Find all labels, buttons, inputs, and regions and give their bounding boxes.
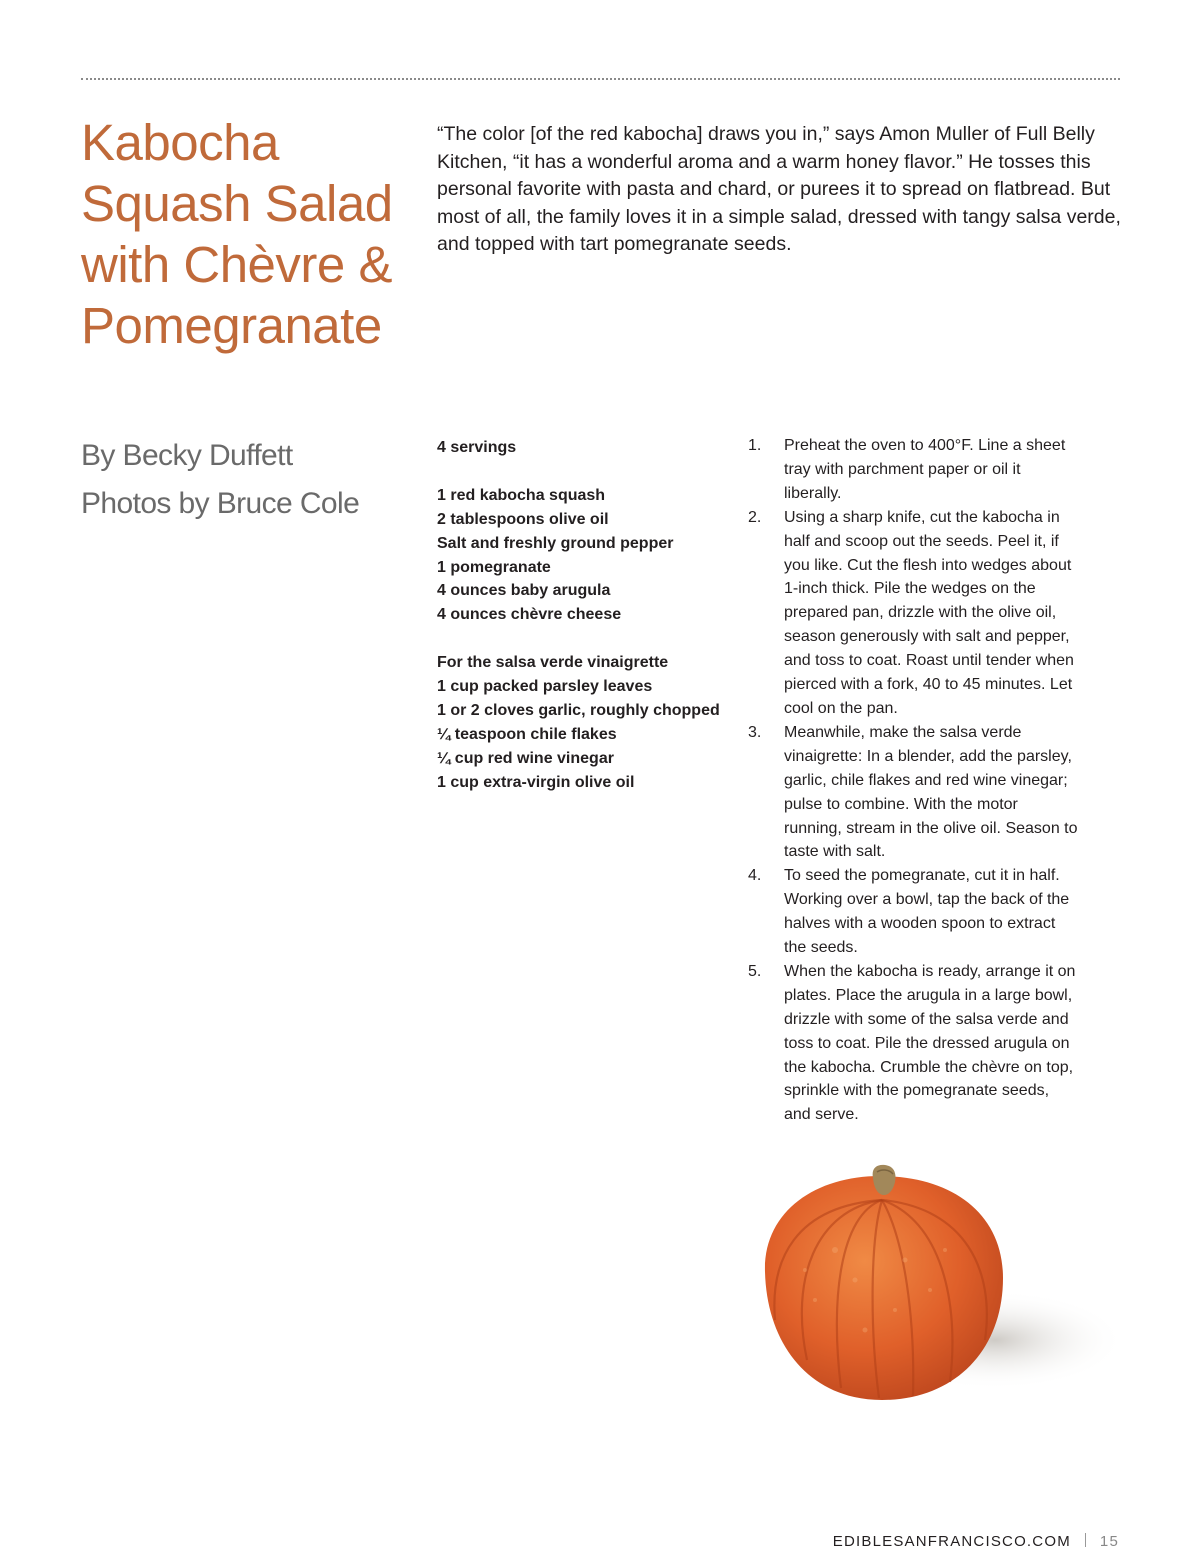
step-text-line: pulse to combine. With the motor [784,795,1018,813]
step-text-line: 1-inch thick. Pile the wedges on the [784,580,1036,598]
page-number: 15 [1099,1533,1119,1550]
step-text-line: season generously with salt and pepper, [784,628,1070,646]
step-text-line: drizzle with some of the salsa verde and [784,1010,1069,1028]
step-number: 4. [748,867,762,885]
step-text-line: liberally. [784,484,842,502]
site-url: EDIBLESANFRANCISCO.COM [832,1533,1071,1550]
step-number: 2. [748,508,762,526]
ingredient-item: 1 cup packed parsley leaves [437,678,653,696]
step-text-line: Working over a bowl, tap the back of the [784,891,1070,909]
step-text-line: and toss to coat. Roast until tender when [784,652,1074,670]
ingredient-item: 1 red kabocha squash [437,486,606,504]
step-text-line: plates. Place the arugula in a large bowl, [784,986,1073,1004]
step-text-line: the seeds. [784,939,858,957]
step-text-line: To seed the pomegranate, cut it in half. [784,867,1060,885]
footer-divider [1085,1533,1086,1547]
intro-line: personal favorite with pasta and chard, or purees it to spread on flatbread. But [437,178,1111,201]
ingredient-item: Salt and freshly ground pepper [437,534,674,552]
ingredient-list [437,436,737,795]
intro-line: most of all, the family loves it in a simple salad, dressed with tangy salsa verde, [437,205,1121,228]
kabocha-squash-photo [745,1160,1125,1440]
title-line: Kabocha [81,114,279,171]
ingredient-item: 4 ounces baby arugula [437,582,611,600]
ingredient-item: ¼ teaspoon chile flakes [437,725,617,743]
step-text-line: When the kabocha is ready, arrange it on [784,962,1076,980]
ingredient-item: 1 or 2 cloves garlic, roughly chopped [437,701,720,719]
step-text-line: toss to coat. Pile the dressed arugula on [784,1034,1070,1052]
dotted-divider [81,78,1120,80]
step-text-line: half and scoop out the seeds. Peel it, if [784,532,1059,550]
step-text-line: cool on the pan. [784,699,898,717]
method-step [748,434,1098,506]
page-footer [833,1533,1119,1550]
intro-line: “The color [of the red kabocha] draws you in,” says Amon Muller of Full Belly [437,123,1095,145]
photo-credit: Photos by Bruce Cole [81,487,360,520]
step-number: 1. [748,437,762,454]
byline: By Becky Duffett [81,439,293,472]
spacer [437,627,737,651]
step-text-line: vinaigrette: In a blender, add the parsley, [784,747,1072,765]
intro-paragraph [437,121,1122,259]
step-text-line: Meanwhile, make the salsa verde [784,723,1022,741]
step-text-line: pierced with a fork, 40 to 45 minutes. Let [784,676,1073,694]
credits [81,432,411,528]
step-text-line: and serve. [784,1106,859,1124]
method-step [748,506,1098,721]
step-text-line: you like. Cut the flesh into wedges about [784,556,1072,574]
spacer [437,460,737,484]
intro-line: and topped with tart pomegranate seeds. [437,233,792,256]
title-line: with Chèvre & [81,236,392,293]
ingredient-item: ¼ cup red wine vinegar [437,749,614,767]
ingredient-item: 4 ounces chèvre cheese [437,606,622,624]
intro-line: Kitchen, “it has a wonderful aroma and a warm honey flavor.” He tosses this [437,150,1091,173]
step-text-line: Preheat the oven to 400°F. Line a sheet [784,437,1066,454]
step-text-line: Using a sharp knife, cut the kabocha in [784,508,1060,526]
step-text-line: prepared pan, drizzle with the olive oil, [784,604,1057,622]
title-line: Squash Salad [81,175,393,232]
servings: 4 servings [437,439,517,456]
step-number: 3. [748,723,762,741]
step-text-line: tray with parchment paper or oil it [784,460,1021,478]
ingredient-item: 1 cup extra-virgin olive oil [437,773,635,791]
vinaigrette-heading: For the salsa verde vinaigrette [437,654,669,672]
step-text-line: halves with a wooden spoon to extract [784,915,1056,933]
article-title [81,112,421,356]
ingredient-item: 1 pomegranate [437,558,551,576]
step-text-line: sprinkle with the pomegranate seeds, [784,1082,1050,1100]
step-number: 5. [748,962,762,980]
step-text-line: taste with salt. [784,843,886,861]
method-steps [748,434,1098,1127]
step-text-line: running, stream in the olive oil. Season to [784,819,1078,837]
method-step [748,721,1098,864]
method-step [748,864,1098,960]
title-line: Pomegranate [81,297,382,354]
step-text-line: garlic, chile flakes and red wine vinegar; [784,771,1068,789]
ingredient-item: 2 tablespoons olive oil [437,510,609,528]
method-step [748,960,1098,1127]
step-text-line: the kabocha. Crumble the chèvre on top, [784,1058,1074,1076]
